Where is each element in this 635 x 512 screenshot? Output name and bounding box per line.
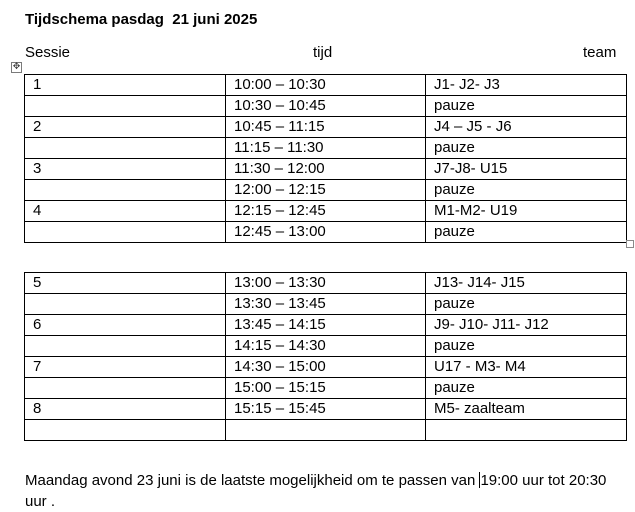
- table-row: [25, 159, 627, 180]
- header-tijd: tijd: [313, 44, 333, 61]
- team-cell[interactable]: J4 – J5 - J6: [426, 117, 627, 138]
- move-icon[interactable]: ✥: [12, 62, 21, 72]
- team-cell[interactable]: J7-J8- U15: [426, 159, 627, 180]
- sessie-cell[interactable]: 6: [25, 315, 226, 336]
- sessie-cell[interactable]: 4: [25, 201, 226, 222]
- table-row: [25, 399, 627, 420]
- header-sessie: Sessie: [25, 44, 71, 61]
- table-resize-handle[interactable]: [626, 240, 634, 248]
- header-team: team: [583, 44, 617, 61]
- table-row: [25, 138, 627, 159]
- sessie-cell[interactable]: 3: [25, 159, 226, 180]
- team-cell[interactable]: pauze: [426, 180, 627, 201]
- table-row: [25, 201, 627, 222]
- sessie-cell[interactable]: [25, 336, 226, 357]
- team-cell[interactable]: U17 - M3- M4: [426, 357, 627, 378]
- tijd-cell[interactable]: 15:00 – 15:15: [226, 378, 426, 399]
- sessie-cell[interactable]: 8: [25, 399, 226, 420]
- team-cell[interactable]: M1-M2- U19: [426, 201, 627, 222]
- document-title: Tijdschema pasdag 21 juni 2025: [25, 11, 258, 28]
- tijd-cell[interactable]: 11:15 – 11:30: [226, 138, 426, 159]
- tijd-cell[interactable]: 13:30 – 13:45: [226, 294, 426, 315]
- tijd-cell[interactable]: 12:45 – 13:00: [226, 222, 426, 243]
- sessie-cell[interactable]: [25, 180, 226, 201]
- team-cell[interactable]: J1- J2- J3: [426, 75, 627, 96]
- sessie-cell[interactable]: [25, 378, 226, 399]
- sessie-cell[interactable]: 7: [25, 357, 226, 378]
- tijd-cell[interactable]: 13:00 – 13:30: [226, 273, 426, 294]
- tijd-cell[interactable]: 10:45 – 11:15: [226, 117, 426, 138]
- sessie-cell[interactable]: [25, 222, 226, 243]
- table-row: [25, 75, 627, 96]
- sessie-cell[interactable]: [25, 294, 226, 315]
- table-row: [25, 273, 627, 294]
- footer-note[interactable]: [25, 470, 615, 512]
- tijd-cell[interactable]: 14:30 – 15:00: [226, 357, 426, 378]
- sessie-cell[interactable]: [25, 138, 226, 159]
- table-row: [25, 420, 627, 441]
- tijd-cell[interactable]: 10:30 – 10:45: [226, 96, 426, 117]
- table-row: [25, 378, 627, 399]
- team-cell[interactable]: pauze: [426, 138, 627, 159]
- sessie-cell[interactable]: 1: [25, 75, 226, 96]
- team-cell[interactable]: pauze: [426, 294, 627, 315]
- tijd-cell[interactable]: 10:00 – 10:30: [226, 75, 426, 96]
- team-cell[interactable]: pauze: [426, 222, 627, 243]
- team-cell[interactable]: M5- zaalteam: [426, 399, 627, 420]
- table-row: [25, 96, 627, 117]
- team-cell[interactable]: J13- J14- J15: [426, 273, 627, 294]
- schedule-table-afternoon: [24, 272, 627, 441]
- team-cell[interactable]: [426, 420, 627, 441]
- table-row: [25, 315, 627, 336]
- sessie-cell[interactable]: [25, 96, 226, 117]
- table-row: [25, 222, 627, 243]
- team-cell[interactable]: pauze: [426, 378, 627, 399]
- table-row: [25, 336, 627, 357]
- table-row: [25, 357, 627, 378]
- table-row: [25, 180, 627, 201]
- tijd-cell[interactable]: 15:15 – 15:45: [226, 399, 426, 420]
- tijd-cell[interactable]: 11:30 – 12:00: [226, 159, 426, 180]
- tijd-cell[interactable]: 13:45 – 14:15: [226, 315, 426, 336]
- team-cell[interactable]: pauze: [426, 96, 627, 117]
- sessie-cell[interactable]: 5: [25, 273, 226, 294]
- table-row: [25, 117, 627, 138]
- tijd-cell[interactable]: 12:15 – 12:45: [226, 201, 426, 222]
- tijd-cell[interactable]: 14:15 – 14:30: [226, 336, 426, 357]
- team-cell[interactable]: J9- J10- J11- J12: [426, 315, 627, 336]
- team-cell[interactable]: pauze: [426, 336, 627, 357]
- footer-text-part1: Maandag avond 23 juni is de laatste mogelijkheid om te passen van: [25, 472, 480, 489]
- sessie-cell[interactable]: [25, 420, 226, 441]
- tijd-cell[interactable]: 12:00 – 12:15: [226, 180, 426, 201]
- schedule-table-morning: [24, 74, 627, 243]
- footer-text-part2: 19:00 uur tot 20:30 uur .: [25, 472, 607, 510]
- table-row: [25, 294, 627, 315]
- tijd-cell[interactable]: [226, 420, 426, 441]
- sessie-cell[interactable]: 2: [25, 117, 226, 138]
